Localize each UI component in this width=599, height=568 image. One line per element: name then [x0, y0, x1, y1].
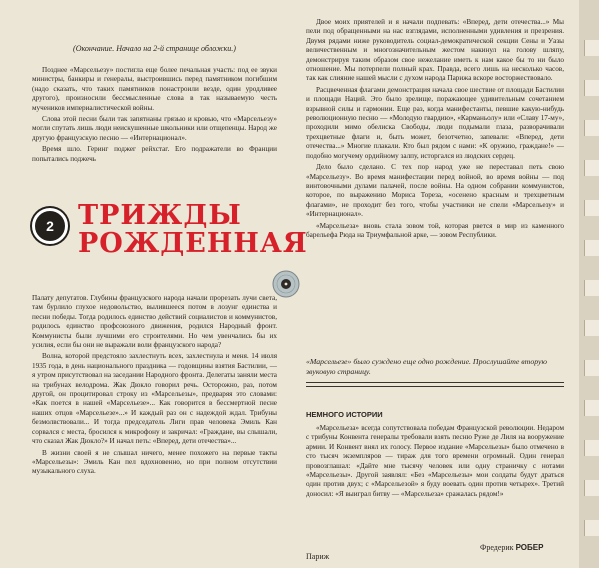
edge-tab — [584, 80, 599, 96]
article-title-block — [32, 200, 312, 280]
paragraph: Волна, которой предстояло захлестнуть всех, захлестнула и меня. 14 июля 1935 года, в день национального праздника — годовщины взятия Бастилии, — я утром присутствовал на заседании Народного фронта. Делегаты заняли места на трибунах велодрома. Жак Дюкло говорил речь. Осторожно, раз, потом другой, он процитировал строку из «Марсельезы», предваряя это словами: «Как поется в нашей «Марсельезе»... Как говорится в бессмертной песне наших отцов «Марсельезе»...» И каждый раз он с надеждой ждал. Трибуны безмолвствовали... И тогда председатель Лиги прав человека Эмиль Кан сорвался с места, бросился к микрофону и закричал: «Граждане, вы слышали, что сказал Жак Дюкло?» И начал петь: «Вперед, дети отечества»... — [32, 352, 277, 446]
edge-tab — [584, 520, 599, 536]
title-line-1: ТРИЖДЫ — [78, 200, 242, 231]
paragraph: Слова этой песни были так запятнаны грязью и кровью, что «Марсельезу» могли спутать лишь люди неискушенные школьники или отщепенцы. Народ же другую французскую песню — «Интернационал». — [32, 115, 277, 142]
paragraph: Дело было сделано. С тех пор народ уже не переставал петь свою «Марсельезу». Во время манифестации перед войной, во время войны — под винтовочными дулами палачей, после войны. На одном собрании коммунистов, которое, по выражению Мориса Тореза, «осенено красным и трехцветным флагами», не проходит без того, чтобы участники не спели «Марсельезу» и «Интернационал». — [306, 163, 564, 219]
paragraph: Расцвеченная флагами демонстрация начала свое шествие от площади Бастилии и площади Наций. Это было зрелище, поражающее удивительным сочетанием взрывной силы и гармонии. Еще раз, когда манифестанты, певшие какую-нибудь революционную песню — «Молодую гвардию», «Карманьолу» или «Славу 17-му», проходили мимо обелиска Свободы, люди подымали глаза, разворачивали трехцветные флаги и, быть может, безотчетно, запевали: «Вперед, дети отечества...» Многие плакали. Кто был рядом с нами: «К оружию, граждане!» — подобно могучему ордийному залпу, исторгался из людских сердец. — [306, 85, 564, 160]
author-first-name: Фредерик — [480, 543, 514, 552]
edge-tab — [584, 120, 599, 136]
divider — [306, 382, 564, 383]
paragraph: Время шло. Геринг поджег рейхстаг. Его подражатели во Франции попытались поджечь — [32, 145, 277, 163]
author-signature — [480, 543, 543, 552]
author-last-name: РОБЕР — [515, 543, 544, 552]
paragraph: «Марсельеза» всегда сопутствовала победам Французской революции. Недаром с трибуны Конвента генералы требовали взять песню Руже де Лиля на вооружение армии. И Конвент внял их голосу. Первое издание «Марсельезы» было отмечено в сто тысяч экземпляров — тираж для того времени огромный. Один генерал провозглашал: «Дайте мне тысячу человек или одну страничку с нотами «Марсельезы». Другой заявлял: «Без «Марсельезы» мои солдаты будут драться один против двух; с «Марсельезой» я буду воевать один против четырех». Третий доносил: «Я выиграл битву — «Марсельеза» сражалась рядом!» — [306, 424, 564, 498]
paragraph: Палату депутатов. Глубины французского народа начали прорезать лучи света, там бурлило глухое недовольство, вылившееся потом в лозунг единства и песни победы. Тогда родилось единство действий социалистов и коммунистов, родилось единство профсоюзного движения, родился Народный фронт. Коммунисты были лучшими его строителями. Но чем увенчались бы их усилия, если бы они не выражали воли французского народа? — [32, 294, 277, 350]
edge-tab — [584, 200, 599, 216]
edge-tab — [584, 160, 599, 176]
left-top-column — [32, 66, 277, 166]
binding-edge — [579, 0, 599, 568]
edge-tab — [584, 480, 599, 496]
divider — [306, 386, 564, 387]
edge-tab — [584, 320, 599, 336]
city-label: Париж — [306, 552, 330, 561]
history-column — [306, 424, 564, 501]
edge-tab — [584, 440, 599, 456]
edge-tab — [584, 400, 599, 416]
left-bottom-column — [32, 294, 277, 479]
intro-note: (Окончание. Начало на 2-й странице обложки.) — [73, 44, 236, 53]
edge-tab — [584, 240, 599, 256]
paragraph: «Марсельеза» вновь стала зовом той, которая рвется в мир из каменного барельефа Рюда на Триумфальной арке, — зовом Республики. — [306, 221, 564, 239]
edge-tab — [584, 280, 599, 296]
page-number-badge: 2 — [32, 208, 68, 244]
right-column — [306, 18, 564, 242]
paragraph: Двое моих приятелей и я начали подпевать: «Вперед, дети отечества...» Мы пели под обращенными на нас взглядами, исполненными удивления и презрения. Двумя рядами ниже руководитель социал-демократической секции Сены и Уазы величественным и многозначительным жестом накинул на голову шляпу, демонстрируя таким образом свое нежелание иметь к нам какое бы то ни было отношение. Мы потерпели полный крах. Правда, всего лишь на несколько часов, так как слияние нашей мысли с духом народа Парижа вскоре восторжествовало. — [306, 18, 564, 83]
edge-tab — [584, 360, 599, 376]
title-line-2: РОЖДЕННАЯ — [78, 228, 308, 259]
italic-note: «Марсельезе» было суждено еще одно рождение. Прослушайте вторую звуковую страницу. — [306, 357, 547, 376]
paragraph: В жизни своей я не слышал ничего, менее похожего на первые такты «Марсельезы»: Эмиль Кан пел вдохновенно, но при полном отсутствии музыкального слуха. — [32, 448, 277, 476]
edge-tab — [584, 40, 599, 56]
section-heading: НЕМНОГО ИСТОРИИ — [306, 410, 383, 419]
paragraph: Позднее «Марсельезу» постигла еще более печальная участь: под ее звуки министры, банкиры и генералы, выстроившись перед памятником погибшим (надо сказать, что таких памятников понастроили везде, один уродливее другого), произносили бессмысленные слова в так называемую честь мучеников империалистической войны. — [32, 66, 277, 112]
article-title — [78, 202, 308, 258]
